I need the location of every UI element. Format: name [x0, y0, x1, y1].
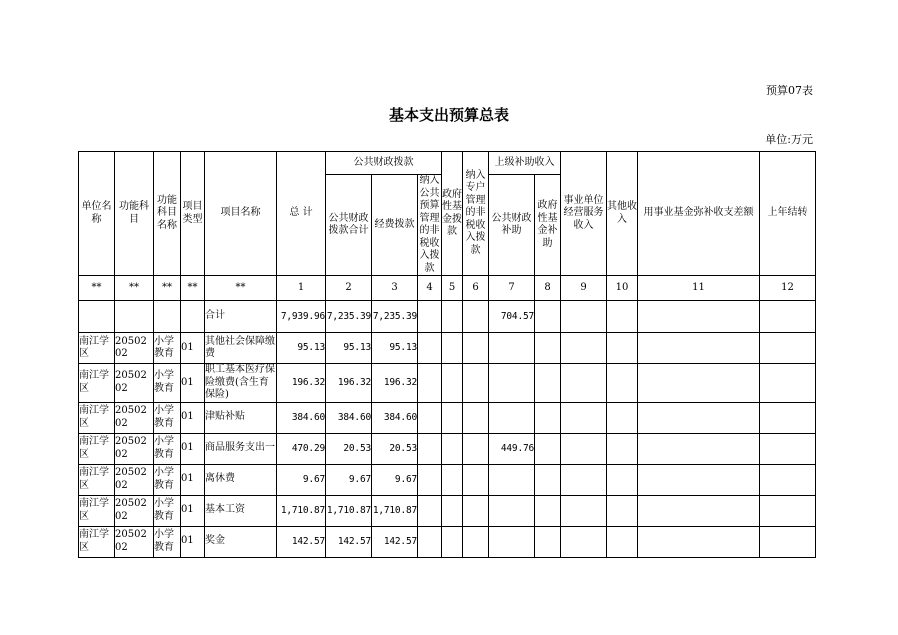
empty-cell [418, 495, 442, 526]
empty-cell [463, 433, 489, 464]
header-other-income: 其他收入 [607, 152, 638, 276]
empty-cell [115, 301, 154, 333]
code-cell: ** [205, 276, 277, 301]
row-public-total: 9.67 [326, 464, 372, 495]
row-public-total: 1,710.87 [326, 495, 372, 526]
empty-cell [442, 402, 463, 433]
table-row [79, 495, 816, 526]
empty-cell [535, 433, 561, 464]
empty-cell [463, 333, 489, 364]
empty-cell [535, 301, 561, 333]
code-cell: 4 [418, 276, 442, 301]
empty-cell [760, 333, 816, 364]
row-expense: 9.67 [372, 464, 418, 495]
empty-cell [535, 464, 561, 495]
row-item-type: 01 [181, 464, 205, 495]
header-item-type: 项目类型 [181, 152, 205, 276]
summary-label: 合计 [205, 301, 277, 333]
row-func-name: 小学教育 [154, 333, 181, 364]
row-unit: 南江学区 [79, 495, 115, 526]
code-cell: 6 [463, 276, 489, 301]
header-nontax-special: 纳入专户管理的非税收入拨款 [463, 152, 489, 276]
empty-cell [760, 495, 816, 526]
row-expense: 1,710.87 [372, 495, 418, 526]
empty-cell [607, 464, 638, 495]
header-expense-alloc: 经费拨款 [372, 175, 418, 276]
row-total: 470.29 [277, 433, 326, 464]
row-item-name: 职工基本医疗保险缴费(含生育保险) [205, 364, 275, 400]
table-row [79, 526, 816, 557]
code-cell: 5 [442, 276, 463, 301]
code-cell: ** [79, 276, 115, 301]
row-unit: 南江学区 [79, 464, 115, 495]
empty-cell [154, 301, 181, 333]
empty-cell [607, 333, 638, 364]
page-title: 基本支出预算总表 [388, 106, 509, 124]
table-row [79, 364, 816, 403]
empty-cell [561, 433, 607, 464]
row-item-type: 01 [181, 526, 205, 557]
empty-cell [638, 402, 760, 433]
empty-cell [535, 495, 561, 526]
empty-cell [463, 301, 489, 333]
code-cell: ** [115, 276, 154, 301]
empty-cell [181, 301, 205, 333]
summary-superior-public: 704.57 [489, 301, 535, 333]
row-func-code: 2050202 [115, 495, 154, 526]
code-cell: 7 [489, 276, 535, 301]
empty-cell [561, 495, 607, 526]
code-cell: 3 [372, 276, 418, 301]
row-unit: 南江学区 [79, 402, 115, 433]
row-func-code: 2050202 [115, 433, 154, 464]
header-last-year: 上年结转 [760, 152, 816, 276]
empty-cell [638, 364, 760, 403]
row-func-code: 2050202 [115, 402, 154, 433]
row-public-total: 384.60 [326, 402, 372, 433]
row-func-name: 小学教育 [154, 526, 181, 557]
empty-cell [463, 464, 489, 495]
empty-cell [418, 402, 442, 433]
unit-label: 单位:万元 [765, 133, 813, 146]
form-code-label: 预算07表 [766, 84, 813, 97]
row-func-code: 2050202 [115, 526, 154, 557]
row-item-type: 01 [181, 364, 205, 403]
row-func-code: 2050202 [115, 333, 154, 364]
empty-cell [638, 301, 760, 333]
empty-cell [418, 464, 442, 495]
code-cell: 9 [561, 276, 607, 301]
row-unit: 南江学区 [79, 364, 115, 403]
empty-cell [463, 495, 489, 526]
row-unit: 南江学区 [79, 526, 115, 557]
row-unit: 南江学区 [79, 333, 115, 364]
empty-cell [561, 364, 607, 403]
header-superior-public: 公共财政补助 [489, 175, 535, 276]
row-superior-public [489, 464, 535, 495]
row-expense: 95.13 [372, 333, 418, 364]
header-func-name: 功能科目名称 [154, 152, 181, 276]
empty-cell [535, 402, 561, 433]
empty-cell [760, 402, 816, 433]
header-row-1 [79, 152, 816, 175]
empty-cell [442, 433, 463, 464]
header-superior-subsidy: 上级补助收入 [489, 152, 561, 175]
header-gov-fund: 政府性基金拨款 [442, 152, 463, 276]
header-superior-fund: 政府性基金补助 [535, 175, 561, 276]
empty-cell [442, 301, 463, 333]
row-expense: 20.53 [372, 433, 418, 464]
empty-cell [561, 464, 607, 495]
row-total: 95.13 [277, 333, 326, 364]
empty-cell [561, 301, 607, 333]
empty-cell [607, 402, 638, 433]
empty-cell [442, 495, 463, 526]
row-public-total: 196.32 [326, 364, 372, 403]
empty-cell [442, 333, 463, 364]
empty-cell [442, 526, 463, 557]
empty-cell [442, 364, 463, 403]
header-item-name: 项目名称 [205, 152, 277, 276]
empty-cell [638, 526, 760, 557]
empty-cell [760, 464, 816, 495]
empty-cell [418, 333, 442, 364]
table-row [79, 464, 816, 495]
empty-cell [638, 333, 760, 364]
row-item-name: 商品服务支出一 [205, 433, 277, 464]
header-business-income: 事业单位经营服务收入 [561, 152, 607, 276]
empty-cell [463, 526, 489, 557]
row-item-name: 津贴补贴 [205, 402, 277, 433]
summary-public-total: 7,235.39 [326, 301, 372, 333]
row-total: 196.32 [277, 364, 326, 403]
empty-cell [561, 526, 607, 557]
row-superior-public [489, 402, 535, 433]
budget-table [78, 151, 816, 558]
row-total: 142.57 [277, 526, 326, 557]
empty-cell [535, 333, 561, 364]
empty-cell [418, 364, 442, 403]
row-expense: 196.32 [372, 364, 418, 403]
empty-cell [607, 301, 638, 333]
empty-cell [607, 364, 638, 403]
summary-expense: 7,235.39 [372, 301, 418, 333]
row-superior-public [489, 364, 535, 403]
row-item-name: 奖金 [205, 526, 277, 557]
empty-cell [760, 433, 816, 464]
empty-cell [535, 526, 561, 557]
column-code-row [79, 276, 816, 301]
row-total: 384.60 [277, 402, 326, 433]
empty-cell [760, 301, 816, 333]
summary-row [79, 301, 816, 333]
code-cell: 2 [326, 276, 372, 301]
table-row [79, 433, 816, 464]
empty-cell [79, 301, 115, 333]
header-fund-gap: 用事业基金弥补收支差额 [638, 152, 760, 276]
empty-cell [418, 301, 442, 333]
empty-cell [418, 526, 442, 557]
row-func-name: 小学教育 [154, 402, 181, 433]
code-cell: 1 [277, 276, 326, 301]
empty-cell [463, 402, 489, 433]
header-nontax-in-budget: 纳入公共预算管理的非税收入拨款 [418, 175, 442, 276]
empty-cell [638, 433, 760, 464]
row-func-name: 小学教育 [154, 495, 181, 526]
row-item-name: 离休费 [205, 464, 277, 495]
empty-cell [463, 364, 489, 403]
code-cell: 10 [607, 276, 638, 301]
empty-cell [638, 495, 760, 526]
code-cell: 11 [638, 276, 760, 301]
empty-cell [638, 464, 760, 495]
empty-cell [760, 526, 816, 557]
row-func-code: 2050202 [115, 364, 154, 403]
row-superior-public [489, 333, 535, 364]
row-item-name: 其他社会保障缴费 [205, 333, 277, 364]
row-superior-public: 449.76 [489, 433, 535, 464]
row-func-name: 小学教育 [154, 364, 181, 403]
row-item-type: 01 [181, 333, 205, 364]
empty-cell [607, 526, 638, 557]
summary-total: 7,939.96 [277, 301, 326, 333]
row-total: 9.67 [277, 464, 326, 495]
table-row [79, 333, 816, 364]
row-item-name: 基本工资 [205, 495, 277, 526]
row-func-name: 小学教育 [154, 433, 181, 464]
row-total: 1,710.87 [277, 495, 326, 526]
empty-cell [607, 433, 638, 464]
row-item-type: 01 [181, 402, 205, 433]
header-public-finance: 公共财政拨款 [326, 152, 442, 175]
empty-cell [535, 364, 561, 403]
empty-cell [561, 402, 607, 433]
header-public-finance-total: 公共财政拨款合计 [326, 175, 372, 276]
header-func-code: 功能科目 [115, 152, 154, 276]
row-public-total: 142.57 [326, 526, 372, 557]
row-func-name: 小学教育 [154, 464, 181, 495]
row-superior-public [489, 526, 535, 557]
table-row [79, 402, 816, 433]
code-cell: 8 [535, 276, 561, 301]
row-superior-public [489, 495, 535, 526]
empty-cell [607, 495, 638, 526]
row-expense: 384.60 [372, 402, 418, 433]
row-func-code: 2050202 [115, 464, 154, 495]
header-total: 总 计 [277, 152, 326, 276]
row-expense: 142.57 [372, 526, 418, 557]
empty-cell [561, 333, 607, 364]
row-public-total: 20.53 [326, 433, 372, 464]
empty-cell [760, 364, 816, 403]
code-cell: ** [181, 276, 205, 301]
header-unit-name: 单位名称 [79, 152, 115, 276]
code-cell: 12 [760, 276, 816, 301]
row-item-type: 01 [181, 433, 205, 464]
code-cell: ** [154, 276, 181, 301]
row-public-total: 95.13 [326, 333, 372, 364]
row-unit: 南江学区 [79, 433, 115, 464]
row-item-type: 01 [181, 495, 205, 526]
empty-cell [418, 433, 442, 464]
empty-cell [442, 464, 463, 495]
